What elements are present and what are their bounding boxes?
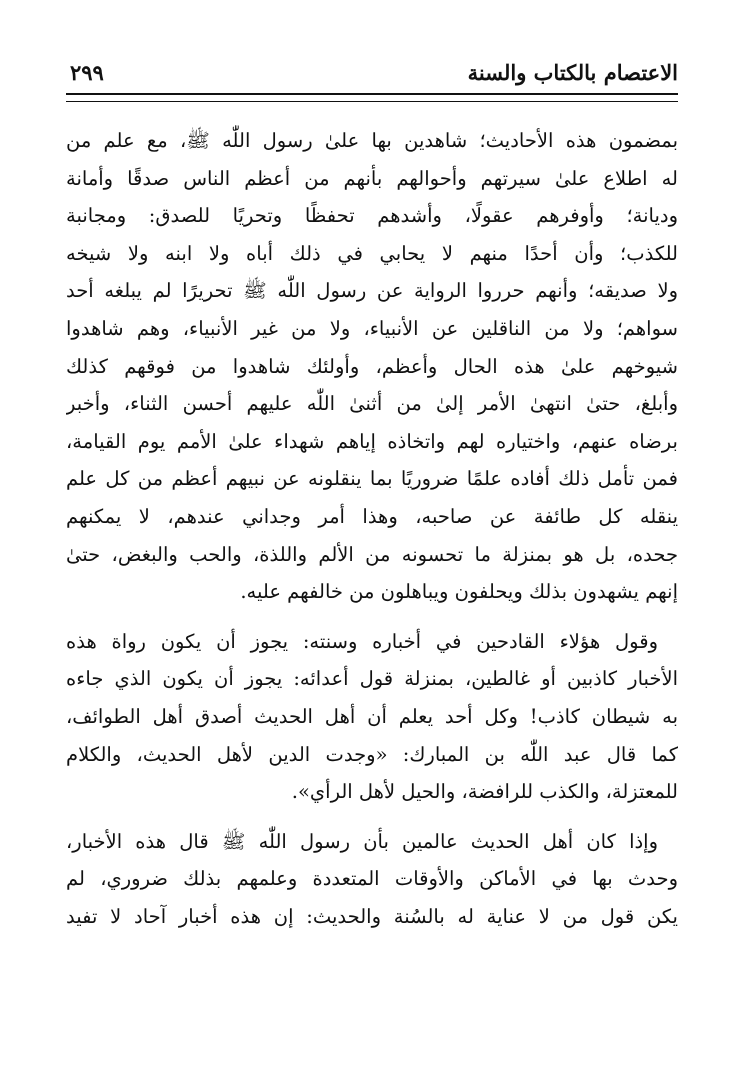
paragraph-1 bbox=[66, 122, 678, 611]
text-line: يكن قول من لا عناية له بالسُنة والحديث: إن هذه أخبار آحاد لا تفيد bbox=[66, 904, 678, 928]
text-line: للكذب؛ وأن أحدًا منهم لا يحابي في ذلك أباه ولا ابنه ولا شيخه bbox=[66, 241, 678, 265]
paragraph-2 bbox=[66, 623, 678, 811]
text-line: سواهم؛ ولا من الناقلين عن الأنبياء، ولا من غير الأنبياء، وهم شاهدوا bbox=[66, 316, 678, 340]
text-line: وإذا كان أهل الحديث عالمين بأن رسول اللّٰه ﷺ قال هذه الأخبار، bbox=[66, 829, 658, 853]
text-line: ولا صديقه؛ وأنهم حرروا الرواية عن رسول اللّٰه ﷺ تحريرًا لم يبلغه أحد bbox=[66, 279, 678, 303]
text-line: له اطلاع علىٰ سيرتهم وأحوالهم بأنهم من أعظم الناس صدقًا وأمانة bbox=[66, 166, 678, 190]
text-line: جحده، بل هو بمنزلة ما تحسونه من الألم واللذة، والحب والبغض، حتىٰ bbox=[66, 542, 678, 566]
running-title: الاعتصام بالكتاب والسنة bbox=[467, 60, 678, 85]
text-line: إنهم يشهدون بذلك ويحلفون ويباهلون من خالفهم عليه. bbox=[240, 580, 678, 604]
book-page bbox=[66, 0, 678, 1089]
text-line: الأخبار كاذبين أو غالطين، بمنزلة قول أعدائه: يجوز أن يكون الذي جاءه bbox=[66, 667, 678, 691]
page-number: ٢٩٩ bbox=[70, 60, 104, 85]
text-line: وأبلغ، حتىٰ انتهىٰ الأمر إلىٰ من أثنىٰ اللّٰه عليهم أحسن الثناء، وأخبر bbox=[66, 392, 678, 416]
body-text bbox=[66, 122, 678, 935]
text-line: وحدث بها في الأماكن والأوقات المتعددة وعلمهم بذلك ضروري، لم bbox=[66, 867, 678, 891]
text-line: شيوخهم علىٰ هذه الحال وأعظم، وأولئك شاهدوا من فوقهم كذلك bbox=[66, 354, 678, 378]
text-line: بمضمون هذه الأحاديث؛ شاهدين بها علىٰ رسول اللّٰه ﷺ، مع علم من bbox=[66, 129, 678, 152]
text-line: وديانة؛ وأوفرهم عقولًا، وأشدهم تحفظًا وتحريًا للصدق: ومجانبة bbox=[66, 204, 678, 228]
text-line: برضاه عنهم، واختياره لهم واتخاذه إياهم شهداء علىٰ الأمم يوم القيامة، bbox=[66, 429, 678, 453]
text-line: للمعتزلة، والكذب للرافضة، والحيل لأهل الرأي». bbox=[291, 780, 678, 804]
paragraph-3 bbox=[66, 823, 678, 936]
text-line: وقول هؤلاء القادحين في أخباره وسنته: يجوز أن يكون رواة هذه bbox=[66, 629, 658, 653]
text-line: فمن تأمل ذلك أفاده علمًا ضروريًا بما ينقلونه عن نبيهم أعظم من كل علم bbox=[66, 467, 678, 491]
text-line: به شيطان كاذب! وكل أحد يعلم أن أهل الحديث أصدق أهل الطوائف، bbox=[66, 704, 678, 728]
text-line: ينقله كل طائفة عن صاحبه، وهذا أمر وجداني عندهم، لا يمكنهم bbox=[66, 504, 678, 528]
text-line: كما قال عبد اللّٰه بن المبارك: «وجدت الدين لأهل الحديث، والكلام bbox=[66, 742, 678, 766]
header-divider bbox=[66, 93, 678, 102]
page-header bbox=[66, 58, 678, 92]
